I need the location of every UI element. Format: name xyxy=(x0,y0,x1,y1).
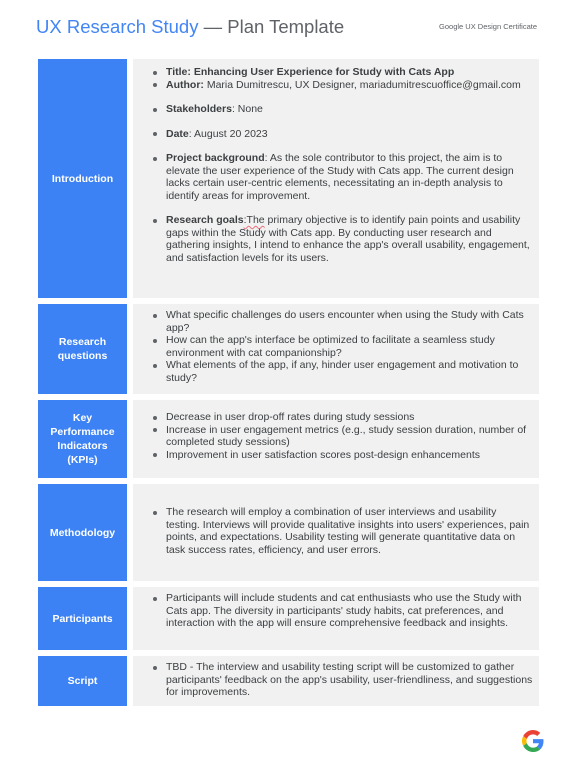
list-item: What specific challenges do users encounter when using the Study with Cats app? xyxy=(149,309,533,334)
row-label-script: Script xyxy=(38,656,127,706)
list-item: Participants will include students and cat enthusiasts who use the Study with Cats app. The diversity in participants' study habits, cat preferences, and interaction with the app will ensure comprehensive feedback and insights. xyxy=(149,592,533,630)
item-value: : None xyxy=(231,103,263,115)
list-item: Improvement in user satisfaction scores post-design enhancements xyxy=(149,449,533,462)
item-key: Title: xyxy=(166,66,191,78)
row-label-research-questions: Research questions xyxy=(38,304,127,394)
row-participants xyxy=(38,587,539,650)
item-key: Author: xyxy=(166,78,204,91)
spellcheck-mark: :The xyxy=(243,214,265,226)
row-content-participants xyxy=(133,587,539,650)
list-item xyxy=(149,66,533,79)
list-item xyxy=(149,128,533,141)
item-key: Date xyxy=(166,127,189,140)
item-value: Enhancing User Experience for Study with Cats App xyxy=(190,66,455,78)
row-script xyxy=(38,656,539,706)
row-content-kpis xyxy=(133,400,539,478)
list-item: The research will employ a combination of user interviews and usability testing. Interviews will provide qualitative insights into users' experiences, pain points, and expectations. Usability testing will generate quantitative data on task success rates, efficiency, and user errors. xyxy=(149,506,533,556)
item-value: Maria Dumitrescu, UX Designer, mariadumitrescuoffice@gmail.com xyxy=(203,78,521,91)
methodology-list xyxy=(149,506,533,556)
certificate-label: Google UX Design Certificate xyxy=(439,22,537,31)
row-kpis xyxy=(38,400,539,478)
list-item: Decrease in user drop-off rates during study sessions xyxy=(149,411,533,424)
list-item: TBD - The interview and usability testing script will be customized to gather participants' feedback on the app's usability, user-friendliness, and suggestions for improvements. xyxy=(149,661,533,699)
list-item xyxy=(149,152,533,202)
item-key: Stakeholders xyxy=(166,103,232,115)
script-list xyxy=(149,661,533,699)
row-methodology xyxy=(38,484,539,581)
item-value: primary objective is to identify pain points and usability gaps within the Study with Cats app. By conducting user research and gathering insights, I intend to enhance the app's overall usability, engagement, and satisfaction levels for its users. xyxy=(166,214,530,264)
logo-red-segment xyxy=(523,730,540,739)
item-value: : August 20 2023 xyxy=(188,127,268,140)
list-item: Increase in user engagement metrics (e.g., study session duration, number of completed study sessions) xyxy=(149,424,533,449)
row-content-research-questions xyxy=(133,304,539,394)
item-key: Research goals xyxy=(166,214,244,226)
page-title-suffix: — Plan Template xyxy=(198,16,345,37)
row-content-introduction xyxy=(133,59,539,298)
row-label-kpis: Key Performance Indicators (KPIs) xyxy=(38,400,127,478)
google-logo-icon xyxy=(522,730,544,752)
list-item xyxy=(149,79,533,92)
page-title-main: UX Research Study xyxy=(36,16,199,37)
logo-green-segment xyxy=(523,743,540,752)
row-label-introduction: Introduction xyxy=(38,59,127,298)
row-content-script xyxy=(133,656,539,706)
item-value: : As the sole contributor to this project, the aim is to elevate the user experience of the Study with Cats app. The current design lacks certain user-centric elements, necessitating an in-depth analysis to identify areas for improvement. xyxy=(166,152,514,202)
row-content-methodology xyxy=(133,484,539,581)
list-item xyxy=(149,214,533,264)
row-label-methodology: Methodology xyxy=(38,484,127,581)
row-introduction xyxy=(38,59,539,298)
list-item: How can the app's interface be optimized to facilitate a seamless study environment with cat companionship? xyxy=(149,334,533,359)
page-title xyxy=(36,16,344,38)
row-research-questions xyxy=(38,304,539,394)
row-label-participants: Participants xyxy=(38,587,127,650)
research-questions-list xyxy=(149,309,533,384)
kpi-list xyxy=(149,411,533,461)
list-item: What elements of the app, if any, hinder user engagement and motivation to study? xyxy=(149,359,533,384)
item-key: Project background xyxy=(166,152,265,164)
introduction-list xyxy=(149,66,533,264)
list-item xyxy=(149,103,533,116)
page-header xyxy=(36,16,541,40)
participants-list xyxy=(149,592,533,630)
